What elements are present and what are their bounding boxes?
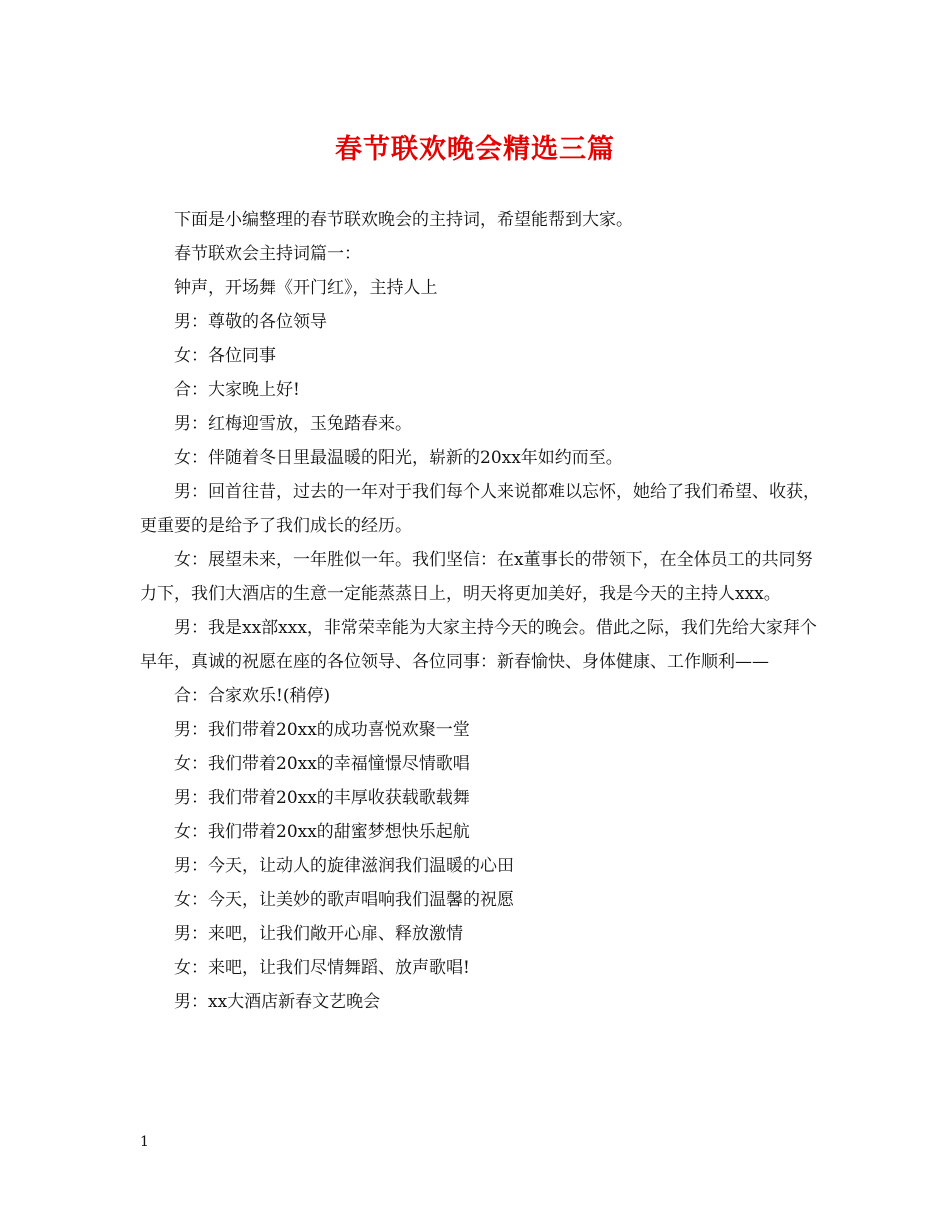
paragraph: 男：今天，让动人的旋律滋润我们温暖的心田 xyxy=(174,856,514,876)
paragraph: 女：我们带着20xx的幸福憧憬尽情歌唱 xyxy=(174,754,470,774)
paragraph: 男：我是xx部xxx，非常荣幸能为大家主持今天的晚会。借此之际，我们先给大家拜个早年，真诚的祝愿在座的各位领导、各位同事：新春愉快、身体健康、工作顺利—— xyxy=(140,618,817,672)
paragraph: 女：展望未来，一年胜似一年。我们坚信：在x董事长的带领下，在全体员工的共同努力下，我们大酒店的生意一定能蒸蒸日上，明天将更加美好，我是今天的主持人xxx。 xyxy=(140,550,813,604)
paragraph: 男：红梅迎雪放，玉兔踏春来。 xyxy=(174,414,412,434)
paragraph: 合：大家晚上好! xyxy=(174,380,300,400)
paragraph: 男：我们带着20xx的丰厚收获载歌载舞 xyxy=(174,788,470,808)
paragraph: 女：今天，让美妙的歌声唱响我们温馨的祝愿 xyxy=(174,890,514,910)
paragraph: 合：合家欢乐!(稍停) xyxy=(174,686,331,706)
paragraph: 下面是小编整理的春节联欢晚会的主持词，希望能帮到大家。 xyxy=(174,210,633,230)
document-body xyxy=(140,203,826,1019)
paragraph: 男：我们带着20xx的成功喜悦欢聚一堂 xyxy=(174,720,470,740)
page-number: 1 xyxy=(140,1134,149,1150)
paragraph: 钟声，开场舞《开门红》，主持人上 xyxy=(174,278,438,298)
paragraph: 男：回首往昔，过去的一年对于我们每个人来说都难以忘怀，她给了我们希望、收获，更重要的是给予了我们成长的经历。 xyxy=(140,482,820,536)
paragraph: 男：尊敬的各位领导 xyxy=(174,312,327,332)
paragraph: 男：来吧，让我们敞开心扉、释放激情 xyxy=(174,924,463,944)
paragraph: 女：来吧，让我们尽情舞蹈、放声歌唱! xyxy=(174,958,470,978)
paragraph: 男：xx大酒店新春文艺晚会 xyxy=(174,992,381,1012)
paragraph: 女：伴随着冬日里最温暖的阳光，崭新的20xx年如约而至。 xyxy=(174,448,623,468)
paragraph: 春节联欢会主持词篇一： xyxy=(174,244,361,264)
page-title: 春节联欢晚会精选三篇 xyxy=(335,134,615,165)
paragraph: 女：我们带着20xx的甜蜜梦想快乐起航 xyxy=(174,822,470,842)
paragraph: 女：各位同事 xyxy=(174,346,276,366)
